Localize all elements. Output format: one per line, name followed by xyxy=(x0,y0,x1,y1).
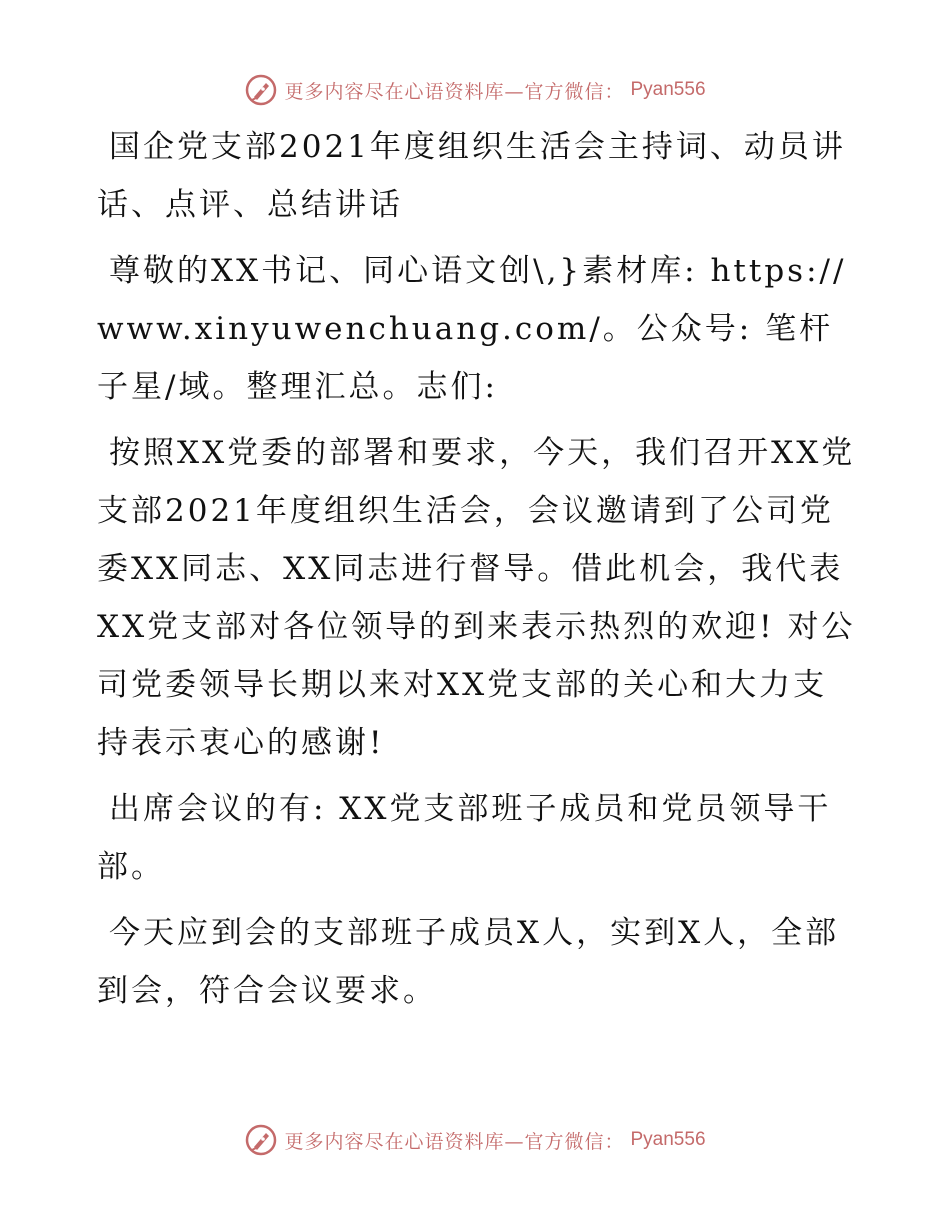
banner-text: 更多内容尽在心语资料库—官方微信： xyxy=(284,1130,625,1153)
pen-nib-logo-icon xyxy=(244,1123,278,1157)
paragraph-2: 按照XX党委的部署和要求，今天，我们召开XX党支部2021年度组织生活会，会议邀请到了公司党委XX同志、XX同志进行督导。借此机会，我代表XX党支部对各位领导的到来表示热烈的欢迎! 对公司党委领导长期以来对XX党支部的关心和大力支持表示衷心的感谢! xyxy=(97,435,856,761)
document-title: 国企党支部2021年度组织生活会主持词、动员讲话、点评、总结讲话 xyxy=(97,129,846,223)
pen-nib-logo-icon xyxy=(244,73,278,107)
paragraph-1: 尊敬的XX书记、同心语文创\,}素材库: https://www.xinyuwenchuang.com/。公众号: 笔杆子星/域。整理汇总。志们: xyxy=(97,253,847,405)
paragraph-4: 今天应到会的支部班子成员X人，实到X人，全部到会，符合会议要求。 xyxy=(97,915,840,1009)
paragraph-3: 出席会议的有: XX党支部班子成员和党员领导干部。 xyxy=(97,791,832,885)
wechat-id: Pyan556 xyxy=(630,79,706,100)
document-body xyxy=(97,118,857,1028)
wechat-id: Pyan556 xyxy=(630,1129,706,1150)
header-banner xyxy=(0,70,950,110)
banner-text: 更多内容尽在心语资料库—官方微信： xyxy=(284,80,625,103)
footer-banner xyxy=(0,1120,950,1160)
